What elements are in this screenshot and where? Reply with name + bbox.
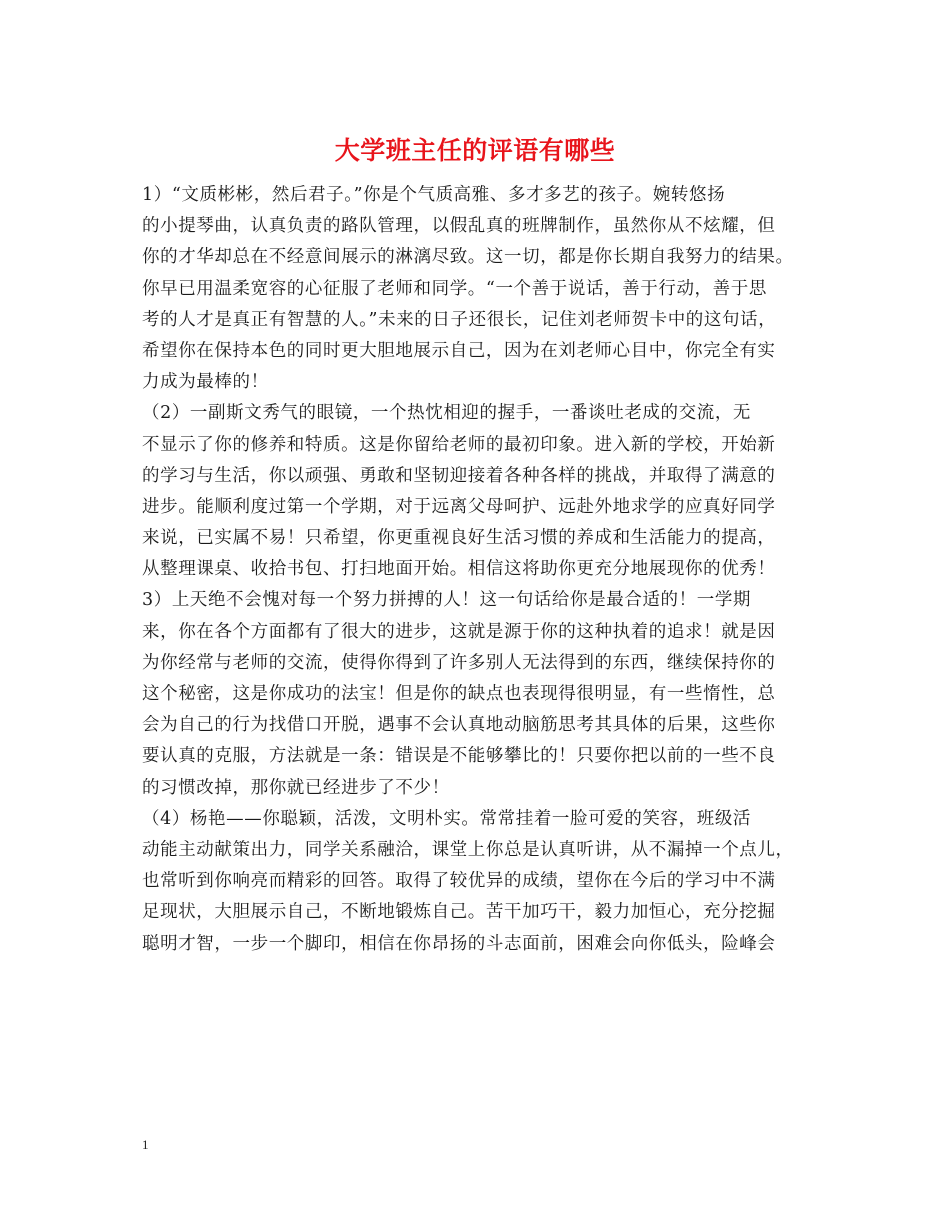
text-line: 足现状，大胆展示自己，不断地锻炼自己。苦干加巧干，毅力加恒心，充分挖掘	[142, 902, 776, 923]
text-line: （4）杨艳——你聪颖，活泼，文明朴实。常常挂着一脸可爱的笑容，班级活	[142, 808, 752, 829]
text-line: 1）“文质彬彬，然后君子。”你是个气质高雅、多才多艺的孩子。婉转悠扬	[142, 185, 726, 205]
text-line: 你早已用温柔宽容的心征服了老师和同学。“一个善于说话，善于行动，善于思	[142, 278, 767, 299]
text-line: 3）上天绝不会愧对每一个努力拼搏的人！这一句话给你是最合适的！一学期	[142, 590, 752, 611]
document-body	[142, 180, 810, 960]
page-number: 1	[142, 1137, 149, 1152]
text-line: 的习惯改掉，那你就已经进步了不少！	[142, 777, 450, 798]
text-line: 考的人才是真正有智慧的人。”未来的日子还很长，记住刘老师贺卡中的这句话，	[142, 309, 777, 330]
text-line: 为你经常与老师的交流，使得你得到了许多别人无法得到的东西，继续保持你的	[142, 652, 776, 673]
text-line: 动能主动献策出力，同学关系融洽，课堂上你总是认真听讲，从不漏掉一个点儿，	[142, 839, 794, 860]
text-line: 进步。能顺利度过第一个学期，对于远离父母呵护、远赴外地求学的应真好同学	[142, 496, 776, 517]
text-line: 要认真的克服，方法就是一条：错误是不能够攀比的！只要你把以前的一些不良	[142, 746, 776, 767]
text-line: （2）一副斯文秀气的眼镜，一个热忱相迎的握手，一番谈吐老成的交流，无	[142, 403, 752, 424]
text-line: 这个秘密，这是你成功的法宝！但是你的缺点也表现得很明显，有一些惰性，总	[142, 684, 776, 704]
document-title: 大学班主任的评语有哪些	[334, 136, 616, 165]
text-line: 力成为最棒的！	[142, 372, 269, 393]
text-line: 会为自己的行为找借口开脱，遇事不会认真地动脑筋思考其具体的后果，这些你	[142, 715, 776, 736]
text-line: 来说，已实属不易！只希望，你更重视良好生活习惯的养成和生活能力的提高，	[142, 528, 776, 549]
text-line: 的学习与生活，你以顽强、勇敢和坚韧迎接着各种各样的挑战，并取得了满意的	[142, 465, 776, 486]
text-line: 你的才华却总在不经意间展示的淋漓尽致。这一切，都是你长期自我努力的结果。	[142, 247, 794, 268]
text-line: 的小提琴曲，认真负责的路队管理，以假乱真的班牌制作，虽然你从不炫耀，但	[142, 216, 776, 237]
text-line: 从整理课桌、收拾书包、打扫地面开始。相信这将助你更充分地展现你的优秀！	[142, 559, 776, 580]
text-line: 不显示了你的修养和特质。这是你留给老师的最初印象。进入新的学校，开始新	[142, 434, 776, 455]
text-line: 聪明才智，一步一个脚印，相信在你昂扬的斗志面前，困难会向你低头，险峰会	[142, 933, 776, 954]
text-line: 希望你在保持本色的同时更大胆地展示自己，因为在刘老师心目中，你完全有实	[142, 340, 776, 361]
text-line: 也常听到你响亮而精彩的回答。取得了较优异的成绩，望你在今后的学习中不满	[142, 871, 776, 892]
text-line: 来，你在各个方面都有了很大的进步，这就是源于你的这种执着的追求！就是因	[142, 621, 776, 642]
